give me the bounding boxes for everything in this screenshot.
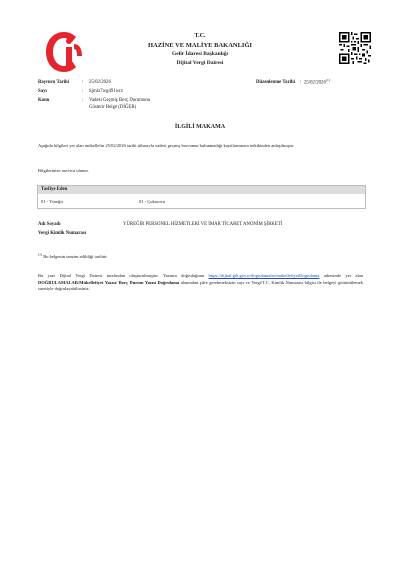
separator: :	[82, 80, 84, 85]
verification-text-2: adresinde yer alan	[323, 273, 364, 278]
liquidator-heading: Tasfiye Eden	[38, 186, 365, 194]
closing-note: Bilgilerinize arz/rica olunur.	[38, 168, 89, 173]
letterhead	[0, 32, 400, 68]
separator: :	[82, 89, 84, 94]
header-tax-office: Dijital Vergi Dairesi	[176, 60, 224, 66]
liquidator-box	[37, 185, 366, 209]
verification-link[interactable]: https://dijital.gib.gov.tr/dogrulamalar/mukellefiyetDogrulama	[208, 273, 320, 278]
footnote-text: Bu belgenin tanzim edildiği tarihtir.	[43, 254, 108, 259]
header-tc: T.C.	[194, 33, 206, 39]
tax-id-label: Vergi Kimlik Numarası	[38, 231, 87, 236]
verification-text-1: Bu yazı Dijital Vergi Dairesi tarafından oluşturulmuştur. Yazının doğruluğunu	[38, 273, 205, 278]
footnote-marker: (1)	[38, 252, 43, 257]
header-ministry: HAZİNE VE MALİYE BAKANLIĞI	[147, 42, 253, 49]
separator: :	[82, 98, 84, 103]
number-label: Sayı	[38, 89, 47, 94]
footnote	[38, 254, 108, 259]
subject-line2: Gösterir Belge (DİĞER)	[89, 105, 137, 110]
verification-path: DOĞRULAMALAR/Mükellefiyet Yazısı/ Borç Durum Yazısı Doğrulama	[38, 279, 180, 285]
application-date-label: Başvuru Tarihi	[38, 80, 70, 85]
subject-label: Konu	[38, 98, 50, 103]
separator: :	[300, 80, 302, 85]
issue-date-label: Düzenlenme Tarihi	[256, 80, 296, 85]
footnote-ref: (1)	[325, 78, 330, 82]
application-date-value: 25/02/2026	[89, 80, 111, 85]
liquidator-left: 01 - Yüreğir	[41, 199, 64, 204]
name-label: Adı Soyadı	[38, 222, 61, 227]
verification-text-3: alanından şifre gerekmeksizin sayı ve Vergi/T.C. Kimlik Numarası bilgisi ile belgeyi görüntülemek suretiyle doğrulayabilirsiniz.	[38, 279, 363, 291]
name-value: YÜREĞİR PERSONEL HİZMETLERİ VE İMAR TİCARET ANONİM ŞİRKETİ	[123, 222, 283, 227]
document-title: İLGİLİ MAKAMA	[174, 124, 226, 130]
liquidator-right: 01 - Çukurova	[139, 199, 165, 204]
verification-paragraph	[38, 273, 363, 293]
subject-line1: Vadesi Geçmiş Borç Durumunu	[89, 98, 151, 103]
number-value: Sjmlz7wgd91wrz	[89, 89, 123, 94]
intro-paragraph: Aşağıda bilgileri yer alan mükellefin 25/02/2026 tarihi itibarıyla vadesi geçmiş borcunun bulunmadığı kayıtlarımızın tetkikinden anlaşılmıştır.	[38, 143, 295, 148]
issue-date-value: 25/02/2026$^{(1)}$	[304, 78, 330, 86]
header-directorate: Gelir İdaresi Başkanlığı	[171, 51, 229, 57]
